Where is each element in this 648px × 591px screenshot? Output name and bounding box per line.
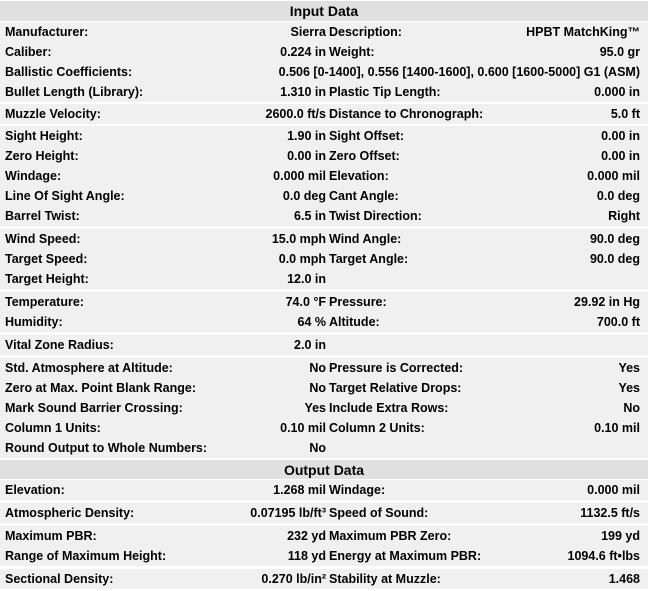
weight-label: Weight: (329, 45, 375, 59)
ballistic-coefficients-value: 0.506 [0-1400], 0.556 [1400-1600], 0.600 [1600-5000] G1 (ASM) (278, 65, 640, 79)
windage-label: Windage: (5, 169, 62, 183)
description-value: HPBT MatchKing™ (526, 25, 640, 39)
column-1-units-label: Column 1 Units: (5, 421, 101, 435)
twist-direction-label: Twist Direction: (329, 209, 422, 223)
sight-offset-label: Sight Offset: (329, 129, 404, 143)
table-row (0, 378, 648, 398)
table-row (0, 104, 648, 124)
output-pbr-group (0, 525, 648, 567)
plastic-tip-length-label: Plastic Tip Length: (329, 85, 441, 99)
speed-of-sound-label: Speed of Sound: (329, 506, 429, 520)
table-row (0, 335, 648, 355)
pressure-value: 29.92 in Hg (574, 295, 640, 309)
include-extra-rows-label: Include Extra Rows: (329, 401, 449, 415)
mark-sound-barrier-value: Yes (304, 401, 326, 415)
zero-offset-value: 0.00 in (601, 149, 640, 163)
atmospheric-density-label: Atmospheric Density: (5, 506, 135, 520)
barrel-twist-label: Barrel Twist: (5, 209, 80, 223)
manufacturer-label: Manufacturer: (5, 25, 89, 39)
cant-angle-value: 0.0 deg (596, 189, 640, 203)
bullet-length-label: Bullet Length (Library): (5, 85, 144, 99)
distance-to-chronograph-value: 5.0 ft (610, 107, 640, 121)
target-speed-value: 0.0 mph (278, 252, 326, 266)
vital-zone-radius-value: 2.0 in (294, 338, 326, 352)
mark-sound-barrier-label: Mark Sound Barrier Crossing: (5, 401, 183, 415)
target-relative-drops-label: Target Relative Drops: (329, 381, 462, 395)
output-elevation-label: Elevation: (5, 483, 65, 497)
maximum-pbr-zero-value: 199 yd (601, 529, 640, 543)
input-data-header: Input Data (0, 1, 648, 21)
maximum-pbr-label: Maximum PBR: (5, 529, 97, 543)
table-row (0, 22, 648, 42)
sectional-density-value: 0.270 lb/in² (261, 572, 326, 586)
table-row (0, 186, 648, 206)
table-row (0, 503, 648, 523)
table-row (0, 206, 648, 226)
target-speed-label: Target Speed: (5, 252, 88, 266)
atmospheric-density-value: 0.07195 lb/ft³ (250, 506, 326, 520)
atmosphere-group (0, 291, 648, 333)
ballistic-coefficients-label: Ballistic Coefficients: (5, 65, 133, 79)
table-row (0, 62, 648, 82)
sight-group (0, 125, 648, 227)
output-windage-label: Windage: (329, 483, 386, 497)
table-row (0, 546, 648, 566)
velocity-group (0, 103, 648, 125)
line-of-sight-angle-label: Line Of Sight Angle: (5, 189, 125, 203)
windage-value: 0.000 mil (273, 169, 326, 183)
target-height-value: 12.0 in (287, 272, 326, 286)
energy-at-max-pbr-label: Energy at Maximum PBR: (329, 549, 482, 563)
wind-target-group (0, 228, 648, 290)
muzzle-velocity-value: 2600.0 ft/s (265, 107, 326, 121)
wind-speed-value: 15.0 mph (271, 232, 326, 246)
caliber-label: Caliber: (5, 45, 52, 59)
energy-at-max-pbr-value: 1094.6 ft•lbs (567, 549, 640, 563)
column-2-units-label: Column 2 Units: (329, 421, 425, 435)
table-row (0, 292, 648, 312)
line-of-sight-angle-value: 0.0 deg (282, 189, 326, 203)
output-density-group (0, 502, 648, 524)
humidity-label: Humidity: (5, 315, 63, 329)
table-row (0, 146, 648, 166)
maximum-pbr-zero-label: Maximum PBR Zero: (329, 529, 452, 543)
pressure-corrected-label: Pressure is Corrected: (329, 361, 464, 375)
humidity-value: 64 % (297, 315, 326, 329)
round-output-label: Round Output to Whole Numbers: (5, 441, 208, 455)
wind-speed-label: Wind Speed: (5, 232, 81, 246)
vital-zone-radius-label: Vital Zone Radius: (5, 338, 114, 352)
output-data-header: Output Data (0, 460, 648, 480)
table-row (0, 418, 648, 438)
table-row (0, 480, 648, 500)
sight-offset-value: 0.00 in (601, 129, 640, 143)
stability-at-muzzle-label: Stability at Muzzle: (329, 572, 441, 586)
round-output-value: No (309, 441, 326, 455)
output-windage-value: 0.000 mil (587, 483, 640, 497)
description-label: Description: (329, 25, 402, 39)
zero-height-value: 0.00 in (287, 149, 326, 163)
table-row (0, 126, 648, 146)
altitude-label: Altitude: (329, 315, 380, 329)
wind-angle-value: 90.0 deg (589, 232, 640, 246)
wind-angle-label: Wind Angle: (329, 232, 402, 246)
manufacturer-value: Sierra (290, 25, 326, 39)
range-of-max-height-value: 118 yd (287, 549, 326, 563)
altitude-value: 700.0 ft (596, 315, 640, 329)
table-row (0, 398, 648, 418)
maximum-pbr-value: 232 yd (287, 529, 326, 543)
sectional-density-label: Sectional Density: (5, 572, 114, 586)
output-elevation-value: 1.268 mil (273, 483, 326, 497)
column-2-units-value: 0.10 mil (594, 421, 640, 435)
target-relative-drops-value: Yes (618, 381, 640, 395)
std-atmosphere-label: Std. Atmosphere at Altitude: (5, 361, 173, 375)
output-stability-group (0, 568, 648, 590)
sight-height-label: Sight Height: (5, 129, 83, 143)
table-row (0, 358, 648, 378)
distance-to-chronograph-label: Distance to Chronograph: (329, 107, 484, 121)
zero-at-max-pbr-value: No (309, 381, 326, 395)
output-elevation-group (0, 479, 648, 501)
sight-height-value: 1.90 in (287, 129, 326, 143)
elevation-value: 0.000 mil (587, 169, 640, 183)
table-row (0, 42, 648, 62)
target-height-label: Target Height: (5, 272, 89, 286)
target-angle-label: Target Angle: (329, 252, 409, 266)
table-row (0, 569, 648, 589)
table-row (0, 526, 648, 546)
speed-of-sound-value: 1132.5 ft/s (580, 506, 640, 520)
twist-direction-value: Right (608, 209, 640, 223)
table-row (0, 438, 648, 458)
table-row (0, 249, 648, 269)
pressure-corrected-value: Yes (618, 361, 640, 375)
include-extra-rows-value: No (623, 401, 640, 415)
weight-value: 95.0 gr (599, 45, 640, 59)
bullet-length-value: 1.310 in (280, 85, 326, 99)
zero-height-label: Zero Height: (5, 149, 79, 163)
std-atmosphere-value: No (309, 361, 326, 375)
zero-offset-label: Zero Offset: (329, 149, 400, 163)
options-group (0, 357, 648, 459)
caliber-value: 0.224 in (280, 45, 326, 59)
temperature-value: 74.0 °F (285, 295, 326, 309)
pressure-label: Pressure: (329, 295, 387, 309)
bullet-group (0, 21, 648, 103)
temperature-label: Temperature: (5, 295, 84, 309)
cant-angle-label: Cant Angle: (329, 189, 399, 203)
target-angle-value: 90.0 deg (589, 252, 640, 266)
table-row (0, 229, 648, 249)
plastic-tip-length-value: 0.000 in (594, 85, 640, 99)
elevation-label: Elevation: (329, 169, 389, 183)
table-row (0, 312, 648, 332)
column-1-units-value: 0.10 mil (280, 421, 326, 435)
table-row (0, 82, 648, 102)
muzzle-velocity-label: Muzzle Velocity: (5, 107, 101, 121)
table-row (0, 269, 648, 289)
stability-at-muzzle-value: 1.468 (608, 572, 640, 586)
vital-zone-group (0, 334, 648, 356)
range-of-max-height-label: Range of Maximum Height: (5, 549, 167, 563)
barrel-twist-value: 6.5 in (294, 209, 326, 223)
zero-at-max-pbr-label: Zero at Max. Point Blank Range: (5, 381, 197, 395)
table-row (0, 166, 648, 186)
